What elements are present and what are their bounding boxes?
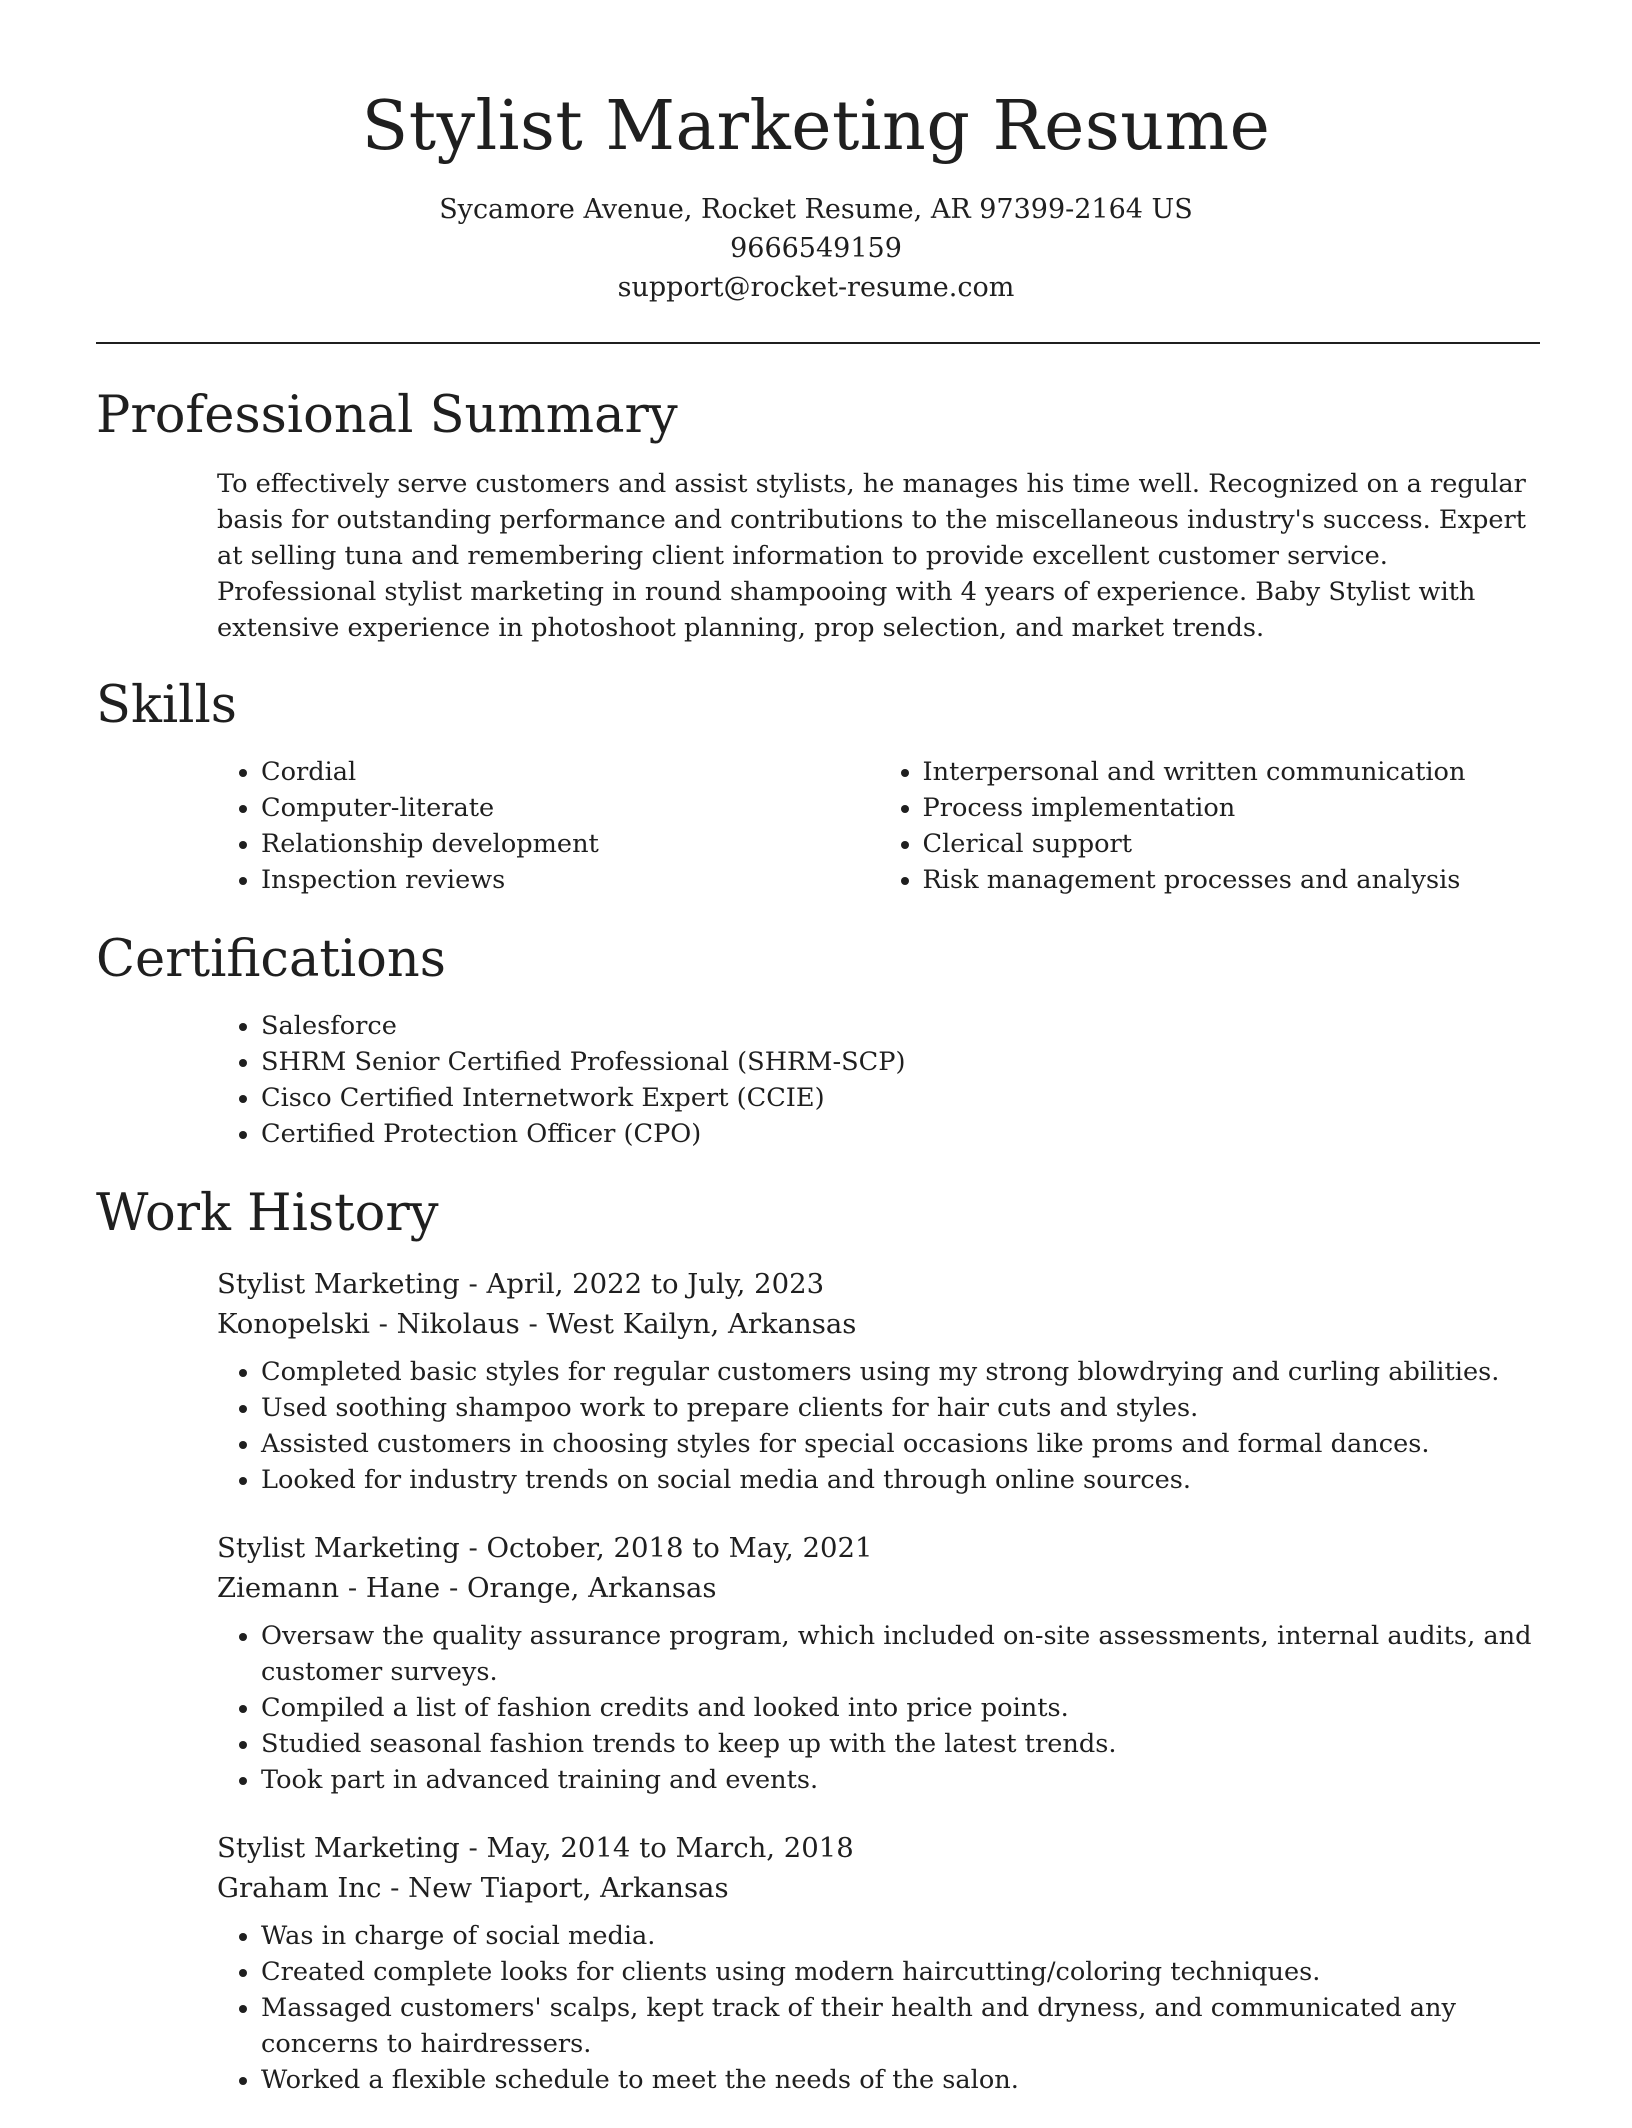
skill-item: • Clerical support: [923, 826, 1541, 862]
skills-heading: Skills: [96, 676, 237, 735]
certification-item: • Certified Protection Officer (CPO): [261, 1116, 1540, 1152]
summary-text: To effectively serve customers and assist stylists, he manages his time well. Recognized on a regular basis for outstanding performance and contributions to the miscellaneous industry's success. Expert at selling tuna and remembering client information to provide excellent customer service. Professional stylist marketing in round shampooing with 4 years of experience. Baby Stylist with extensive experience in photoshoot planning, prop selection, and market trends.: [217, 469, 1527, 643]
job-bullet: • Assisted customers in choosing styles for special occasions like proms and formal dances.: [261, 1426, 1540, 1462]
contact-email: support@rocket-resume.com: [617, 272, 1015, 303]
job-bullet: • Used soothing shampoo work to prepare clients for hair cuts and styles.: [261, 1390, 1540, 1426]
job-company-location: Ziemann - Hane - Orange, Arkansas: [217, 1572, 717, 1604]
certifications-list: [217, 1008, 1540, 1152]
job-entry: [217, 1528, 1540, 1798]
summary-heading: Professional Summary: [96, 386, 678, 445]
resume-title: Stylist Marketing Resume: [361, 87, 1271, 166]
job-title-dates: Stylist Marketing - May, 2014 to March, 2018: [217, 1832, 854, 1864]
contact-block: [0, 190, 1632, 307]
job-title-dates: Stylist Marketing - October, 2018 to May, 2021: [217, 1532, 873, 1564]
job-bullet: • Worked a flexible schedule to meet the needs of the salon.: [261, 2062, 1540, 2098]
job-entry: [217, 1828, 1540, 2098]
job-entry: [217, 1264, 1540, 1498]
skills-list: [217, 754, 1540, 898]
skill-item: • Process implementation: [923, 790, 1541, 826]
resume-content: [96, 378, 1540, 2128]
job-bullet: • Created complete looks for clients using modern haircutting/coloring techniques.: [261, 1954, 1540, 1990]
skill-item: • Computer-literate: [261, 790, 879, 826]
job-company-location: Konopelski - Nikolaus - West Kailyn, Arkansas: [217, 1308, 857, 1340]
certification-item: • Salesforce: [261, 1008, 1540, 1044]
job-bullet: • Compiled a list of fashion credits and looked into price points.: [261, 1690, 1540, 1726]
certifications-heading: Certifications: [96, 930, 446, 989]
skill-item: • Interpersonal and written communication: [923, 754, 1541, 790]
skills-column-right: [879, 754, 1541, 898]
skill-item: • Risk management processes and analysis: [923, 862, 1541, 898]
job-bullet: • Took part in advanced training and events.: [261, 1762, 1540, 1798]
skills-column-left: [217, 754, 879, 898]
job-bullet: • Looked for industry trends on social media and through online sources.: [261, 1462, 1540, 1498]
job-bullets: [217, 1918, 1540, 2098]
certification-item: • Cisco Certified Internetwork Expert (CCIE): [261, 1080, 1540, 1116]
job-bullets: [217, 1354, 1540, 1498]
skill-item: • Inspection reviews: [261, 862, 879, 898]
contact-address: Sycamore Avenue, Rocket Resume, AR 97399-2164 US: [439, 194, 1193, 225]
resume-header: [0, 0, 1632, 307]
job-title-dates: Stylist Marketing - April, 2022 to July, 2023: [217, 1268, 825, 1300]
job-bullets: [217, 1618, 1540, 1798]
header-divider: [96, 342, 1540, 344]
contact-phone: 9666549159: [730, 233, 902, 264]
job-bullet: • Completed basic styles for regular customers using my strong blowdrying and curling abilities.: [261, 1354, 1540, 1390]
work-history-heading: Work History: [96, 1184, 439, 1243]
job-bullet: • Studied seasonal fashion trends to keep up with the latest trends.: [261, 1726, 1540, 1762]
certification-item: • SHRM Senior Certified Professional (SHRM-SCP): [261, 1044, 1540, 1080]
job-bullet: • Massaged customers' scalps, kept track of their health and dryness, and communicated any concerns to hairdressers.: [261, 1990, 1540, 2062]
job-bullet: • Oversaw the quality assurance program, which included on-site assessments, internal audits, and customer surveys.: [261, 1618, 1540, 1690]
skill-item: • Relationship development: [261, 826, 879, 862]
job-company-location: Graham Inc - New Tiaport, Arkansas: [217, 1872, 729, 1904]
job-bullet: • Was in charge of social media.: [261, 1918, 1540, 1954]
skill-item: • Cordial: [261, 754, 879, 790]
